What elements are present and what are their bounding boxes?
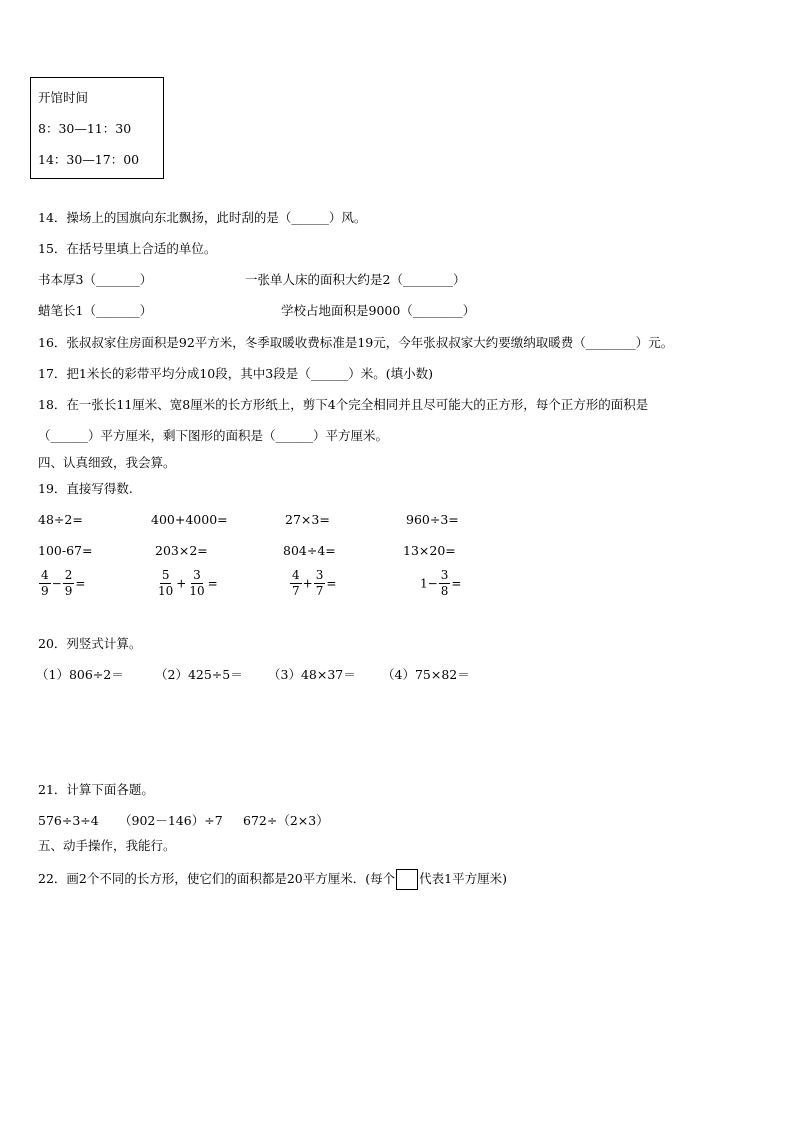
- calc-item: 13×20=: [403, 543, 456, 558]
- denominator: 8: [440, 584, 449, 598]
- question-19-prompt: 19．直接写得数.: [38, 481, 133, 496]
- question-21-prompt: 21．计算下面各题。: [38, 782, 154, 797]
- fraction-expression: [420, 568, 461, 599]
- calc-item: 672÷（2×3）: [243, 813, 329, 828]
- numerator: 3: [440, 568, 449, 582]
- numerator: 4: [41, 568, 49, 582]
- section-4-heading: 四、认真细致，我会算。: [38, 455, 176, 470]
- calc-item: 804÷4=: [283, 543, 336, 558]
- vertical-calc-item: （1）806÷2＝: [36, 667, 124, 682]
- fraction: [156, 568, 175, 599]
- numerator: 3: [315, 568, 324, 582]
- denominator: 9: [41, 584, 49, 598]
- operator: −: [51, 576, 62, 591]
- calc-item: 400+4000=: [151, 512, 228, 527]
- denominator: 10: [189, 584, 205, 598]
- equals-sign: =: [451, 576, 462, 591]
- calc-item: 100-67=: [38, 543, 93, 558]
- question-15-prompt: 15．在括号里填上合适的单位。: [38, 241, 217, 256]
- fraction: [439, 568, 451, 599]
- fraction-expression: [38, 568, 85, 599]
- numerator: 4: [292, 568, 300, 582]
- fraction: [314, 568, 326, 599]
- question-17: 17．把1米长的彩带平均分成10段，其中3段是（______）米。(填小数): [38, 366, 433, 381]
- operator: −: [427, 576, 438, 591]
- question-18-line-1: 18．在一张长11厘米、宽8厘米的长方形纸上，剪下4个完全相同并且尽可能大的正方形，每个正方形的面积是: [38, 397, 649, 412]
- calc-item: （902－146）÷7: [119, 813, 223, 828]
- question-15-item-c: 蜡笔长1（_______）: [38, 303, 153, 318]
- fraction-expression: [155, 568, 218, 599]
- unit-square-icon: [396, 869, 418, 890]
- question-22-text-after: 代表1平方厘米): [419, 871, 507, 886]
- opening-hours-morning: 8：30—11：30: [38, 121, 132, 136]
- vertical-calc-item: （2）425÷5＝: [155, 667, 243, 682]
- operator: +: [302, 576, 313, 591]
- numerator: 2: [64, 568, 73, 582]
- fraction: [187, 568, 206, 599]
- opening-hours-title: 开馆时间: [38, 90, 89, 105]
- equals-sign: =: [207, 576, 218, 591]
- opening-hours-afternoon: 14：30—17：00: [38, 152, 140, 167]
- question-15-item-a: 书本厚3（_______）: [38, 272, 153, 287]
- calc-item: 27×3=: [285, 512, 330, 527]
- calc-item: 576÷3÷4: [38, 813, 99, 828]
- fraction: [63, 568, 75, 599]
- vertical-calc-item: （3）48×37＝: [268, 667, 356, 682]
- numerator: 5: [161, 568, 170, 582]
- question-15-item-b: 一张单人床的面积大约是2（________）: [245, 272, 466, 287]
- question-15-item-d: 学校占地面积是9000（________）: [281, 303, 476, 318]
- opening-hours-box: [30, 77, 164, 179]
- fraction: [290, 568, 302, 599]
- fraction-expression: [289, 568, 336, 599]
- numerator: 3: [193, 568, 201, 582]
- question-20-prompt: 20．列竖式计算。: [38, 636, 142, 651]
- operator: +: [176, 576, 187, 591]
- vertical-calc-item: （4）75×82＝: [382, 667, 470, 682]
- question-16: 16．张叔叔家住房面积是92平方米，冬季取暖收费标准是19元，今年张叔叔家大约要缴纳取暖费（________）元。: [38, 335, 674, 350]
- denominator: 10: [158, 584, 174, 598]
- question-22-text-before: 22．画2个不同的长方形，使它们的面积都是20平方厘米．(每个: [38, 871, 396, 886]
- question-14: 14．操场上的国旗向东北飘扬，此时刮的是（______）风。: [38, 210, 367, 225]
- fraction: [39, 568, 51, 599]
- calc-item: 960÷3=: [406, 512, 459, 527]
- calc-item: 48÷2=: [38, 512, 83, 527]
- denominator: 9: [64, 584, 73, 598]
- whole-number: 1: [420, 576, 428, 591]
- question-18-line-2: （______）平方厘米，剩下图形的面积是（______）平方厘米。: [38, 428, 389, 443]
- question-22: [38, 868, 507, 890]
- equals-sign: =: [326, 576, 337, 591]
- denominator: 7: [315, 584, 324, 598]
- equals-sign: =: [75, 576, 86, 591]
- denominator: 7: [292, 584, 300, 598]
- calc-item: 203×2=: [155, 543, 208, 558]
- section-5-heading: 五、动手操作，我能行。: [38, 838, 176, 853]
